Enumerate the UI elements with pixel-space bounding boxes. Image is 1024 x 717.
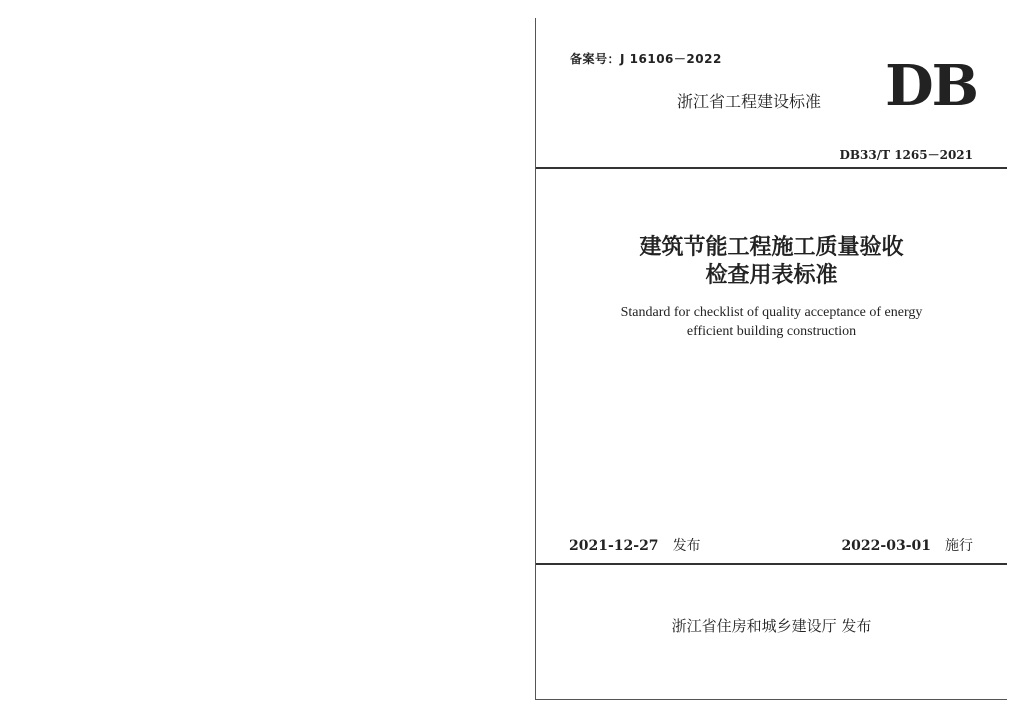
implement-date: 2022-03-01 — [841, 538, 931, 554]
chinese-title — [536, 233, 1007, 289]
publisher: 浙江省住房和城乡建设厅 发布 — [671, 617, 872, 635]
publish-label: 发布 — [672, 538, 701, 554]
bottom-divider — [536, 563, 1007, 565]
standard-cover-page — [535, 18, 1007, 700]
db-logo-mark: DB — [885, 53, 977, 119]
chinese-title-line-1: 建筑节能工程施工质量验收 — [639, 234, 904, 260]
implement-label: 施行 — [945, 538, 973, 554]
implement-date-block — [841, 535, 973, 555]
standard-number: DB33/T 1265－2021 — [839, 148, 973, 162]
english-title-line-1: Standard for checklist of quality acceptance of energy — [620, 305, 923, 320]
top-divider — [536, 167, 1007, 169]
chinese-title-line-2: 检查用表标准 — [705, 262, 838, 288]
filing-number — [570, 50, 722, 67]
english-title — [536, 303, 1007, 341]
standard-category: 浙江省工程建设标准 — [677, 92, 822, 111]
filing-value: J 16106－2022 — [620, 52, 722, 66]
filing-label: 备案号： — [570, 52, 621, 66]
publish-date: 2021-12-27 — [569, 538, 659, 554]
publish-date-block — [569, 535, 701, 555]
english-title-line-2: efficient building construction — [686, 324, 857, 339]
